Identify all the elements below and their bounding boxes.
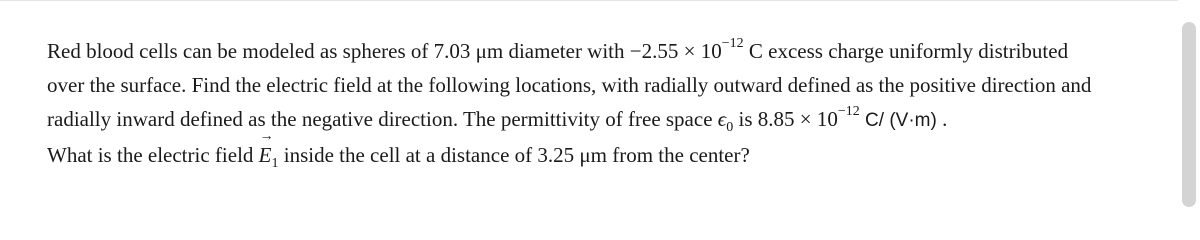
question-text <box>47 34 1167 172</box>
permittivity-exponent: −12 <box>837 104 860 119</box>
question-line-1: Red blood cells can be modeled as spheres of 7.03 μm diameter with $-2.55 \times 10^{-12}$ C excess charge uniformly distributed <box>47 36 1069 63</box>
electric-field-subscript: 1 <box>271 156 279 172</box>
vector-arrow-icon: → <box>259 129 274 144</box>
question-line-4: What is the electric field → $E_1$ inside the cell at a distance of 3.25 μm from the center? <box>47 129 750 172</box>
electric-field-symbol: → E <box>258 129 274 167</box>
scrollbar-thumb[interactable] <box>1182 22 1196 207</box>
top-divider <box>0 0 1178 1</box>
charge-exponent: −12 <box>721 36 744 51</box>
permittivity-symbol: ϵ <box>717 107 727 131</box>
vertical-scrollbar[interactable] <box>1178 0 1200 203</box>
question-line-2: over the surface. Find the electric field at the following locations, with radially outward defined as the positive direction and <box>47 73 1092 97</box>
permittivity-subscript: 0 <box>726 120 734 136</box>
permittivity-units: C/ (V·m) <box>859 110 943 131</box>
question-line-3: radially inward defined as the negative direction. The permittivity of free space $\epsilon_0$ is $8.85 \times 10^{-12}$ C/ (V·m) . <box>47 104 948 136</box>
